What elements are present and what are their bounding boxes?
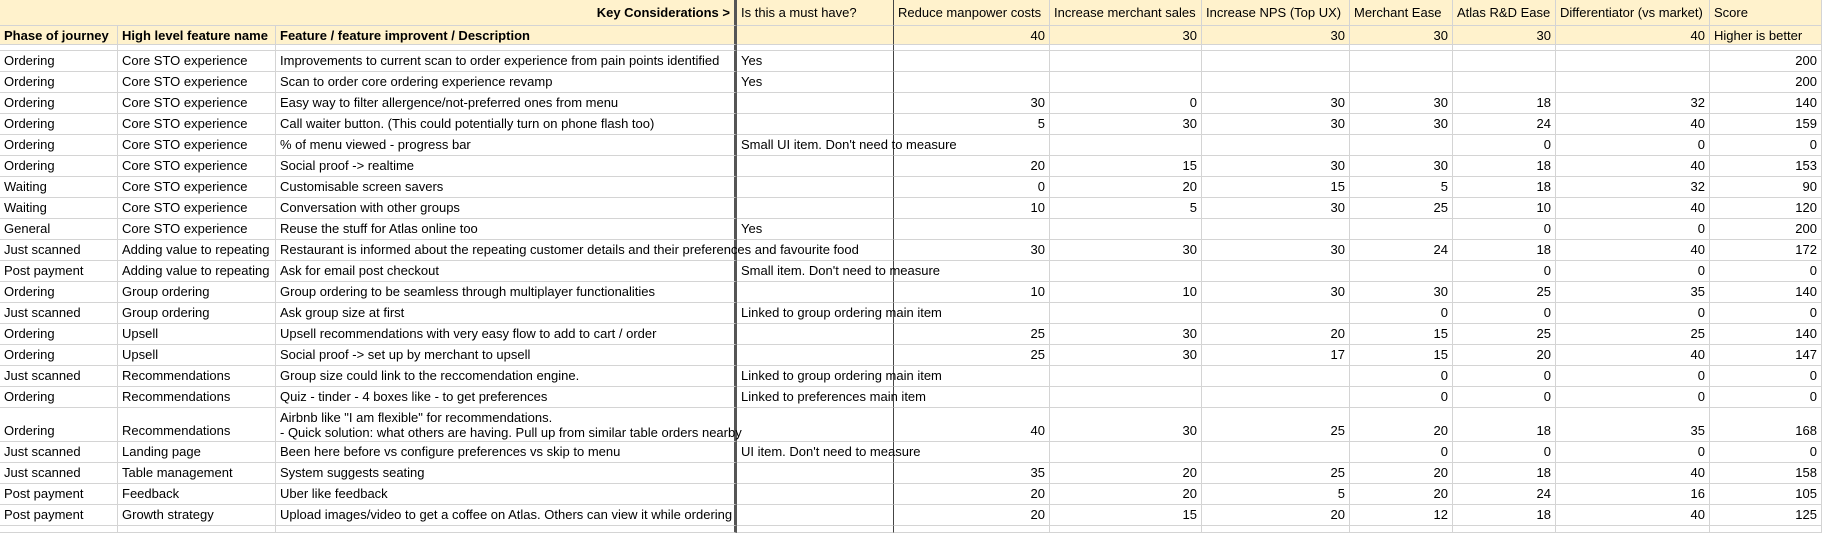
cell-metric-value[interactable]: 16	[1556, 484, 1710, 505]
header-metric[interactable]: Increase merchant sales	[1050, 0, 1202, 26]
cell-must-have[interactable]: Linked to preferences main item	[737, 387, 894, 408]
cell-metric-value[interactable]: 0	[1453, 387, 1556, 408]
table-row	[0, 177, 1822, 198]
table-row	[0, 240, 1822, 261]
cell-metric-value[interactable]: 0	[1556, 135, 1710, 156]
cell-metric-value[interactable]: 5	[1350, 177, 1453, 198]
cell-phase[interactable]: Waiting	[0, 177, 118, 198]
cell-score[interactable]: 120	[1710, 198, 1822, 219]
cell-score[interactable]: 0	[1710, 261, 1822, 282]
cell-feature-name[interactable]: Feedback	[118, 484, 276, 505]
cell-metric-value[interactable]: 18	[1453, 240, 1556, 261]
cell-description[interactable]: Conversation with other groups	[276, 198, 737, 219]
cell-metric-value[interactable]: 40	[1556, 505, 1710, 526]
cell-feature-name[interactable]: Adding value to repeating	[118, 240, 276, 261]
cell-metric-value[interactable]: 35	[1556, 282, 1710, 303]
cell-phase[interactable]: Ordering	[0, 114, 118, 135]
cell-metric-value[interactable]: 40	[1556, 240, 1710, 261]
cell-feature-name[interactable]: Core STO experience	[118, 72, 276, 93]
cell-feature-name[interactable]: Adding value to repeating	[118, 261, 276, 282]
cell-metric-value[interactable]: 24	[1453, 114, 1556, 135]
table-row	[0, 303, 1822, 324]
cell-metric-value[interactable]: 18	[1453, 93, 1556, 114]
cell-score[interactable]: 158	[1710, 463, 1822, 484]
cell-feature-name[interactable]: Core STO experience	[118, 198, 276, 219]
table-row	[0, 114, 1822, 135]
cell-must-have[interactable]: Small item. Don't need to measure	[737, 261, 894, 282]
cell-must-have[interactable]	[737, 324, 894, 345]
cell-metric-value[interactable]: 0	[1453, 219, 1556, 240]
table-row	[0, 51, 1822, 72]
cell-metric-value[interactable]	[1050, 219, 1202, 240]
cell-description[interactable]: Improvements to current scan to order experience from pain points identified	[276, 51, 737, 72]
table-row	[0, 198, 1822, 219]
cell-must-have[interactable]	[737, 484, 894, 505]
cell-score[interactable]: 159	[1710, 114, 1822, 135]
cell-feature-name[interactable]: Recommendations	[118, 387, 276, 408]
cell-metric-value[interactable]	[1350, 51, 1453, 72]
cell-metric-value[interactable]: 5	[894, 114, 1050, 135]
cell-metric-value[interactable]: 0	[1556, 219, 1710, 240]
cell-description[interactable]: Group size could link to the reccomendation engine.	[276, 366, 737, 387]
cell-must-have[interactable]: Linked to group ordering main item	[737, 366, 894, 387]
header-row-1	[0, 0, 1822, 26]
cell-feature-name[interactable]: Core STO experience	[118, 156, 276, 177]
cell-description[interactable]: Quiz - tinder - 4 boxes like - to get preferences	[276, 387, 737, 408]
table-row	[0, 345, 1822, 366]
cell-must-have[interactable]	[737, 93, 894, 114]
cell-must-have[interactable]: Linked to group ordering main item	[737, 303, 894, 324]
table-row	[0, 72, 1822, 93]
cell-metric-value[interactable]	[1050, 442, 1202, 463]
cell-score[interactable]: 200	[1710, 51, 1822, 72]
cell-metric-value[interactable]: 25	[1453, 324, 1556, 345]
cell-metric-value[interactable]: 40	[1556, 198, 1710, 219]
cell-metric-value[interactable]: 25	[1202, 463, 1350, 484]
cell-phase[interactable]: Just scanned	[0, 463, 118, 484]
cell-metric-value[interactable]	[1202, 51, 1350, 72]
cell-phase[interactable]: Ordering	[0, 72, 118, 93]
cell-phase[interactable]: Ordering	[0, 135, 118, 156]
cell-metric-value[interactable]: 0	[1556, 261, 1710, 282]
cell-metric-value[interactable]	[1202, 72, 1350, 93]
cell-description[interactable]: Ask for email post checkout	[276, 261, 737, 282]
cell-feature-name[interactable]: Recommendations	[118, 366, 276, 387]
empty-cell[interactable]	[1350, 526, 1453, 533]
cell-metric-value[interactable]: 30	[1350, 282, 1453, 303]
cell-metric-value[interactable]: 18	[1453, 177, 1556, 198]
cell-metric-value[interactable]: 18	[1453, 156, 1556, 177]
cell-phase[interactable]: Ordering	[0, 324, 118, 345]
cell-description[interactable]: % of menu viewed - progress bar	[276, 135, 737, 156]
header-feature-name[interactable]: High level feature name	[118, 26, 276, 45]
header-must-blank[interactable]	[737, 26, 894, 45]
header-weight[interactable]: 30	[1202, 26, 1350, 45]
header-phase[interactable]: Phase of journey	[0, 26, 118, 45]
table-row	[0, 219, 1822, 240]
cell-must-have[interactable]	[737, 463, 894, 484]
cell-score[interactable]: 90	[1710, 177, 1822, 198]
cell-feature-name[interactable]: Upsell	[118, 345, 276, 366]
header-metric[interactable]: Increase NPS (Top UX)	[1202, 0, 1350, 26]
cell-metric-value[interactable]: 20	[894, 156, 1050, 177]
cell-metric-value[interactable]	[894, 261, 1050, 282]
cell-metric-value[interactable]	[1556, 51, 1710, 72]
cell-metric-value[interactable]	[1202, 303, 1350, 324]
cell-metric-value[interactable]	[894, 303, 1050, 324]
cell-metric-value[interactable]	[1350, 135, 1453, 156]
table-row	[0, 484, 1822, 505]
cell-metric-value[interactable]: 30	[1202, 114, 1350, 135]
header-score-note[interactable]: Higher is better	[1710, 26, 1822, 45]
cell-metric-value[interactable]: 0	[1556, 387, 1710, 408]
cell-metric-value[interactable]: 0	[1453, 135, 1556, 156]
cell-metric-value[interactable]: 10	[1050, 282, 1202, 303]
empty-cell[interactable]	[1453, 526, 1556, 533]
cell-metric-value[interactable]	[1050, 135, 1202, 156]
cell-metric-value[interactable]	[1202, 387, 1350, 408]
cell-metric-value[interactable]: 0	[1050, 93, 1202, 114]
cell-feature-name[interactable]: Core STO experience	[118, 51, 276, 72]
cell-score[interactable]: 200	[1710, 219, 1822, 240]
cell-metric-value[interactable]: 30	[894, 240, 1050, 261]
table-row	[0, 282, 1822, 303]
cell-must-have[interactable]	[737, 198, 894, 219]
cell-feature-name[interactable]: Landing page	[118, 442, 276, 463]
cell-metric-value[interactable]: 20	[1202, 505, 1350, 526]
cell-must-have[interactable]: Yes	[737, 72, 894, 93]
table-row	[0, 135, 1822, 156]
cell-metric-value[interactable]	[1050, 261, 1202, 282]
cell-metric-value[interactable]: 20	[1453, 345, 1556, 366]
cell-phase[interactable]: Ordering	[0, 345, 118, 366]
empty-cell[interactable]	[737, 526, 894, 533]
header-weight[interactable]: 40	[894, 26, 1050, 45]
cell-phase[interactable]: Ordering	[0, 156, 118, 177]
empty-cell[interactable]	[1050, 526, 1202, 533]
header-metric[interactable]: Differentiator (vs market)	[1556, 0, 1710, 26]
cell-metric-value[interactable]: 25	[894, 324, 1050, 345]
cell-metric-value[interactable]: 32	[1556, 177, 1710, 198]
cell-metric-value[interactable]	[894, 366, 1050, 387]
empty-cell[interactable]	[118, 526, 276, 533]
cell-score[interactable]: 0	[1710, 366, 1822, 387]
cell-score[interactable]: 200	[1710, 72, 1822, 93]
cell-metric-value[interactable]: 20	[1202, 324, 1350, 345]
cell-metric-value[interactable]: 40	[1556, 345, 1710, 366]
cell-metric-value[interactable]	[1202, 135, 1350, 156]
cell-metric-value[interactable]: 0	[1556, 303, 1710, 324]
cell-feature-name[interactable]: Core STO experience	[118, 177, 276, 198]
cell-metric-value[interactable]: 30	[1050, 324, 1202, 345]
cell-metric-value[interactable]: 30	[1050, 408, 1202, 442]
cell-phase[interactable]: Ordering	[0, 282, 118, 303]
empty-cell[interactable]	[1556, 526, 1710, 533]
table-row	[0, 505, 1822, 526]
cell-score[interactable]: 153	[1710, 156, 1822, 177]
cell-must-have[interactable]	[737, 345, 894, 366]
cell-feature-name[interactable]: Group ordering	[118, 282, 276, 303]
cell-metric-value[interactable]	[1350, 219, 1453, 240]
table-row	[0, 93, 1822, 114]
cell-metric-value[interactable]	[1202, 366, 1350, 387]
cell-description[interactable]: Uber like feedback	[276, 484, 737, 505]
cell-metric-value[interactable]	[1050, 72, 1202, 93]
cell-feature-name[interactable]: Upsell	[118, 324, 276, 345]
cell-metric-value[interactable]: 25	[894, 345, 1050, 366]
cell-metric-value[interactable]: 20	[1050, 463, 1202, 484]
key-considerations-label[interactable]: Key Considerations >	[0, 0, 737, 26]
table-row	[0, 442, 1822, 463]
cell-metric-value[interactable]: 24	[1350, 240, 1453, 261]
cell-feature-name[interactable]: Growth strategy	[118, 505, 276, 526]
cell-metric-value[interactable]	[1050, 303, 1202, 324]
cell-metric-value[interactable]: 5	[1050, 198, 1202, 219]
cell-metric-value[interactable]: 0	[1556, 366, 1710, 387]
cell-metric-value[interactable]: 0	[1350, 303, 1453, 324]
cell-score[interactable]: 140	[1710, 93, 1822, 114]
table-row	[0, 387, 1822, 408]
cell-metric-value[interactable]	[894, 387, 1050, 408]
cell-metric-value[interactable]	[1350, 261, 1453, 282]
cell-description[interactable]: System suggests seating	[276, 463, 737, 484]
cell-phase[interactable]: General	[0, 219, 118, 240]
cell-score[interactable]: 0	[1710, 387, 1822, 408]
cell-metric-value[interactable]	[1050, 51, 1202, 72]
cell-metric-value[interactable]: 25	[1350, 198, 1453, 219]
cell-metric-value[interactable]: 20	[1350, 484, 1453, 505]
cell-metric-value[interactable]: 0	[894, 177, 1050, 198]
cell-description[interactable]: Scan to order core ordering experience revamp	[276, 72, 737, 93]
cell-feature-name[interactable]: Recommendations	[118, 408, 276, 442]
cell-metric-value[interactable]	[894, 72, 1050, 93]
cell-metric-value[interactable]	[1350, 72, 1453, 93]
cell-must-have[interactable]	[737, 177, 894, 198]
cell-metric-value[interactable]	[1202, 261, 1350, 282]
cell-metric-value[interactable]: 17	[1202, 345, 1350, 366]
cell-description[interactable]: Ask group size at first	[276, 303, 737, 324]
cell-metric-value[interactable]: 30	[1350, 93, 1453, 114]
cell-metric-value[interactable]	[1202, 219, 1350, 240]
cell-score[interactable]: 0	[1710, 303, 1822, 324]
header-metric[interactable]: Merchant Ease	[1350, 0, 1453, 26]
cell-metric-value[interactable]: 10	[894, 282, 1050, 303]
cell-score[interactable]: 105	[1710, 484, 1822, 505]
cell-metric-value[interactable]: 18	[1453, 463, 1556, 484]
empty-row	[0, 526, 1822, 533]
cell-phase[interactable]: Post payment	[0, 505, 118, 526]
cell-must-have[interactable]	[737, 505, 894, 526]
cell-must-have[interactable]: UI item. Don't need to measure	[737, 442, 894, 463]
table-row	[0, 408, 1822, 442]
cell-metric-value[interactable]	[1453, 72, 1556, 93]
cell-must-have[interactable]	[737, 408, 894, 442]
cell-metric-value[interactable]: 30	[1350, 156, 1453, 177]
cell-must-have[interactable]	[737, 156, 894, 177]
cell-metric-value[interactable]: 12	[1350, 505, 1453, 526]
cell-phase[interactable]: Ordering	[0, 93, 118, 114]
header-must-have[interactable]: Is this a must have?	[737, 0, 894, 26]
cell-metric-value[interactable]: 30	[1350, 114, 1453, 135]
table-row	[0, 366, 1822, 387]
cell-metric-value[interactable]: 10	[894, 198, 1050, 219]
cell-metric-value[interactable]: 0	[1453, 366, 1556, 387]
cell-metric-value[interactable]: 20	[1050, 177, 1202, 198]
header-weight[interactable]: 30	[1453, 26, 1556, 45]
header-weight[interactable]: 30	[1050, 26, 1202, 45]
cell-phase[interactable]: Just scanned	[0, 442, 118, 463]
cell-metric-value[interactable]: 10	[1453, 198, 1556, 219]
empty-cell[interactable]	[0, 526, 118, 533]
cell-metric-value[interactable]: 20	[1350, 463, 1453, 484]
cell-metric-value[interactable]: 30	[1202, 198, 1350, 219]
cell-phase[interactable]: Post payment	[0, 261, 118, 282]
cell-score[interactable]: 0	[1710, 135, 1822, 156]
cell-metric-value[interactable]: 15	[1350, 324, 1453, 345]
cell-phase[interactable]: Ordering	[0, 51, 118, 72]
cell-metric-value[interactable]: 35	[894, 463, 1050, 484]
cell-metric-value[interactable]: 0	[1453, 261, 1556, 282]
cell-metric-value[interactable]: 30	[1050, 345, 1202, 366]
cell-metric-value[interactable]	[1453, 51, 1556, 72]
cell-metric-value[interactable]: 30	[1202, 282, 1350, 303]
cell-description[interactable]: Been here before vs configure preferences vs skip to menu	[276, 442, 737, 463]
cell-phase[interactable]: Just scanned	[0, 303, 118, 324]
cell-metric-value[interactable]: 30	[1202, 93, 1350, 114]
cell-score[interactable]: 172	[1710, 240, 1822, 261]
cell-metric-value[interactable]: 18	[1453, 408, 1556, 442]
header-metric[interactable]: Reduce manpower costs	[894, 0, 1050, 26]
cell-feature-name[interactable]: Core STO experience	[118, 219, 276, 240]
cell-feature-name[interactable]: Group ordering	[118, 303, 276, 324]
header-metric[interactable]: Atlas R&D Ease	[1453, 0, 1556, 26]
cell-score[interactable]: 147	[1710, 345, 1822, 366]
cell-description[interactable]: Restaurant is informed about the repeating customer details and their preferences and favourite food	[276, 240, 737, 261]
cell-must-have[interactable]: Yes	[737, 51, 894, 72]
cell-description[interactable]: Call waiter button. (This could potentially turn on phone flash too)	[276, 114, 737, 135]
cell-metric-value[interactable]: 35	[1556, 408, 1710, 442]
cell-description[interactable]: Customisable screen savers	[276, 177, 737, 198]
table-row	[0, 324, 1822, 345]
cell-score[interactable]: 140	[1710, 282, 1822, 303]
cell-description[interactable]: Social proof -> set up by merchant to upsell	[276, 345, 737, 366]
cell-metric-value[interactable]: 25	[1556, 324, 1710, 345]
cell-phase[interactable]: Just scanned	[0, 240, 118, 261]
cell-score[interactable]: 140	[1710, 324, 1822, 345]
cell-metric-value[interactable]: 0	[1350, 442, 1453, 463]
cell-metric-value[interactable]: 0	[1350, 387, 1453, 408]
empty-cell[interactable]	[1710, 526, 1822, 533]
cell-metric-value[interactable]	[1556, 72, 1710, 93]
cell-metric-value[interactable]: 18	[1453, 505, 1556, 526]
cell-metric-value[interactable]: 20	[894, 484, 1050, 505]
table-row	[0, 463, 1822, 484]
empty-cell[interactable]	[276, 526, 737, 533]
cell-score[interactable]: 168	[1710, 408, 1822, 442]
cell-metric-value[interactable]: 0	[1350, 366, 1453, 387]
cell-description[interactable]: Upload images/video to get a coffee on Atlas. Others can view it while ordering	[276, 505, 737, 526]
cell-description[interactable]: Reuse the stuff for Atlas online too	[276, 219, 737, 240]
cell-metric-value[interactable]: 5	[1202, 484, 1350, 505]
cell-metric-value[interactable]: 30	[1050, 240, 1202, 261]
cell-metric-value[interactable]: 24	[1453, 484, 1556, 505]
cell-metric-value[interactable]: 40	[1556, 463, 1710, 484]
cell-must-have[interactable]: Yes	[737, 219, 894, 240]
cell-feature-name[interactable]: Core STO experience	[118, 135, 276, 156]
cell-metric-value[interactable]: 40	[1556, 156, 1710, 177]
table-row	[0, 261, 1822, 282]
cell-must-have[interactable]	[737, 282, 894, 303]
cell-metric-value[interactable]: 30	[1050, 114, 1202, 135]
cell-description[interactable]: Airbnb like "I am flexible" for recommendations. - Quick solution: what others are having. Pull up from similar table orders nearby	[276, 408, 737, 442]
cell-metric-value[interactable]	[894, 442, 1050, 463]
cell-metric-value[interactable]	[1050, 387, 1202, 408]
cell-metric-value[interactable]: 30	[1202, 156, 1350, 177]
cell-metric-value[interactable]: 0	[1556, 442, 1710, 463]
cell-metric-value[interactable]: 40	[894, 408, 1050, 442]
cell-phase[interactable]: Post payment	[0, 484, 118, 505]
cell-metric-value[interactable]: 20	[1050, 484, 1202, 505]
cell-metric-value[interactable]: 20	[894, 505, 1050, 526]
header-weight[interactable]: 40	[1556, 26, 1710, 45]
cell-metric-value[interactable]: 15	[1350, 345, 1453, 366]
cell-phase[interactable]: Waiting	[0, 198, 118, 219]
cell-metric-value[interactable]	[894, 219, 1050, 240]
cell-metric-value[interactable]: 20	[1350, 408, 1453, 442]
cell-metric-value[interactable]	[1050, 366, 1202, 387]
cell-description[interactable]: Social proof -> realtime	[276, 156, 737, 177]
cell-must-have[interactable]	[737, 114, 894, 135]
cell-feature-name[interactable]: Core STO experience	[118, 93, 276, 114]
cell-metric-value[interactable]: 30	[1202, 240, 1350, 261]
cell-metric-value[interactable]: 40	[1556, 114, 1710, 135]
empty-cell[interactable]	[894, 526, 1050, 533]
header-description[interactable]: Feature / feature improvent / Description	[276, 26, 737, 45]
cell-metric-value[interactable]: 15	[1050, 156, 1202, 177]
cell-score[interactable]: 0	[1710, 442, 1822, 463]
cell-metric-value[interactable]	[894, 135, 1050, 156]
cell-metric-value[interactable]	[894, 51, 1050, 72]
cell-description[interactable]: Upsell recommendations with very easy flow to add to cart / order	[276, 324, 737, 345]
cell-phase[interactable]: Just scanned	[0, 366, 118, 387]
cell-phase[interactable]: Ordering	[0, 387, 118, 408]
cell-metric-value[interactable]	[1202, 442, 1350, 463]
cell-metric-value[interactable]: 30	[894, 93, 1050, 114]
cell-score[interactable]: 125	[1710, 505, 1822, 526]
header-score[interactable]: Score	[1710, 0, 1822, 26]
cell-metric-value[interactable]: 0	[1453, 303, 1556, 324]
cell-metric-value[interactable]: 15	[1050, 505, 1202, 526]
header-row-2	[0, 26, 1822, 45]
cell-description[interactable]: Easy way to filter allergence/not-preferred ones from menu	[276, 93, 737, 114]
cell-metric-value[interactable]: 25	[1453, 282, 1556, 303]
cell-feature-name[interactable]: Core STO experience	[118, 114, 276, 135]
header-weight[interactable]: 30	[1350, 26, 1453, 45]
cell-metric-value[interactable]: 32	[1556, 93, 1710, 114]
cell-must-have[interactable]: Small UI item. Don't need to measure	[737, 135, 894, 156]
cell-metric-value[interactable]: 15	[1202, 177, 1350, 198]
cell-feature-name[interactable]: Table management	[118, 463, 276, 484]
table-row	[0, 156, 1822, 177]
cell-metric-value[interactable]: 25	[1202, 408, 1350, 442]
cell-phase[interactable]: Ordering	[0, 408, 118, 442]
empty-cell[interactable]	[1202, 526, 1350, 533]
cell-metric-value[interactable]: 0	[1453, 442, 1556, 463]
cell-description[interactable]: Group ordering to be seamless through multiplayer functionalities	[276, 282, 737, 303]
